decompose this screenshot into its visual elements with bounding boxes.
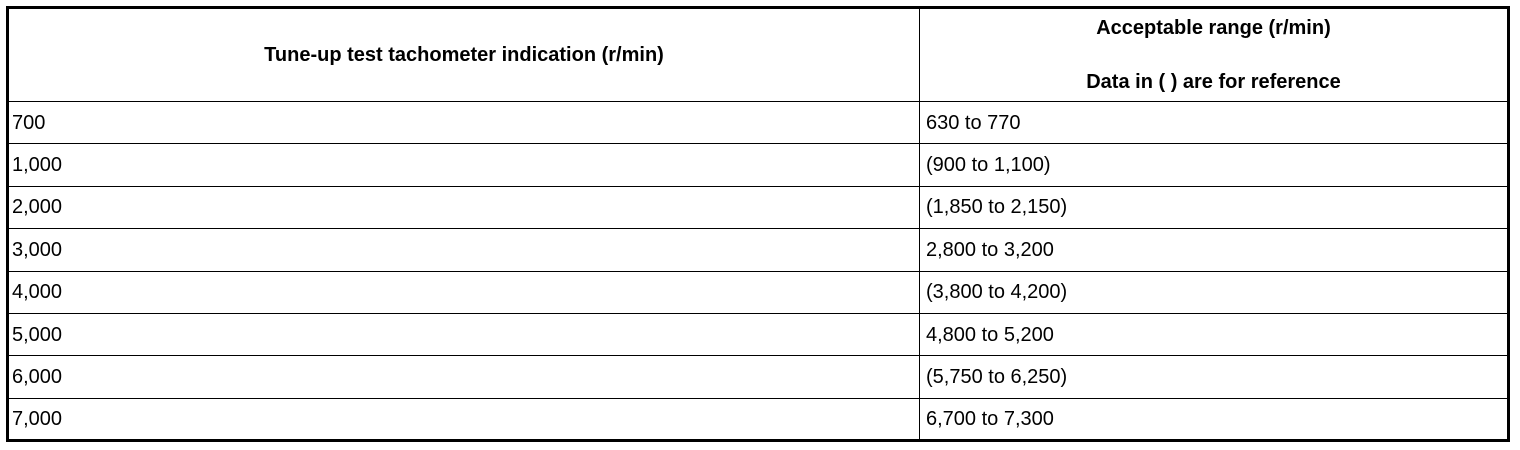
indication-cell: 6,000 (8, 356, 920, 398)
header-tachometer-indication: Tune-up test tachometer indication (r/min) (8, 8, 920, 102)
table-body (8, 102, 1509, 441)
tachometer-spec-table (6, 6, 1510, 442)
table-row (8, 271, 1509, 313)
range-cell: 2,800 to 3,200 (920, 229, 1509, 271)
table-header (8, 8, 1509, 102)
header-reference-note: Data in ( ) are for reference (1086, 71, 1341, 93)
range-cell: 630 to 770 (920, 102, 1509, 144)
table-row (8, 398, 1509, 440)
table-row (8, 313, 1509, 355)
table-row (8, 229, 1509, 271)
range-cell: (3,800 to 4,200) (920, 271, 1509, 313)
indication-cell: 2,000 (8, 186, 920, 228)
header-acceptable-range-title: Acceptable range (r/min) (1096, 17, 1331, 39)
indication-cell: 3,000 (8, 229, 920, 271)
range-cell: (900 to 1,100) (920, 144, 1509, 186)
range-cell: (5,750 to 6,250) (920, 356, 1509, 398)
indication-cell: 7,000 (8, 398, 920, 440)
range-cell: 6,700 to 7,300 (920, 398, 1509, 440)
table-row (8, 356, 1509, 398)
header-row (8, 8, 1509, 102)
table-row (8, 186, 1509, 228)
table-row (8, 102, 1509, 144)
indication-cell: 700 (8, 102, 920, 144)
indication-cell: 1,000 (8, 144, 920, 186)
table-row (8, 144, 1509, 186)
header-acceptable-range (920, 8, 1509, 102)
indication-cell: 5,000 (8, 313, 920, 355)
indication-cell: 4,000 (8, 271, 920, 313)
range-cell: (1,850 to 2,150) (920, 186, 1509, 228)
range-cell: 4,800 to 5,200 (920, 313, 1509, 355)
